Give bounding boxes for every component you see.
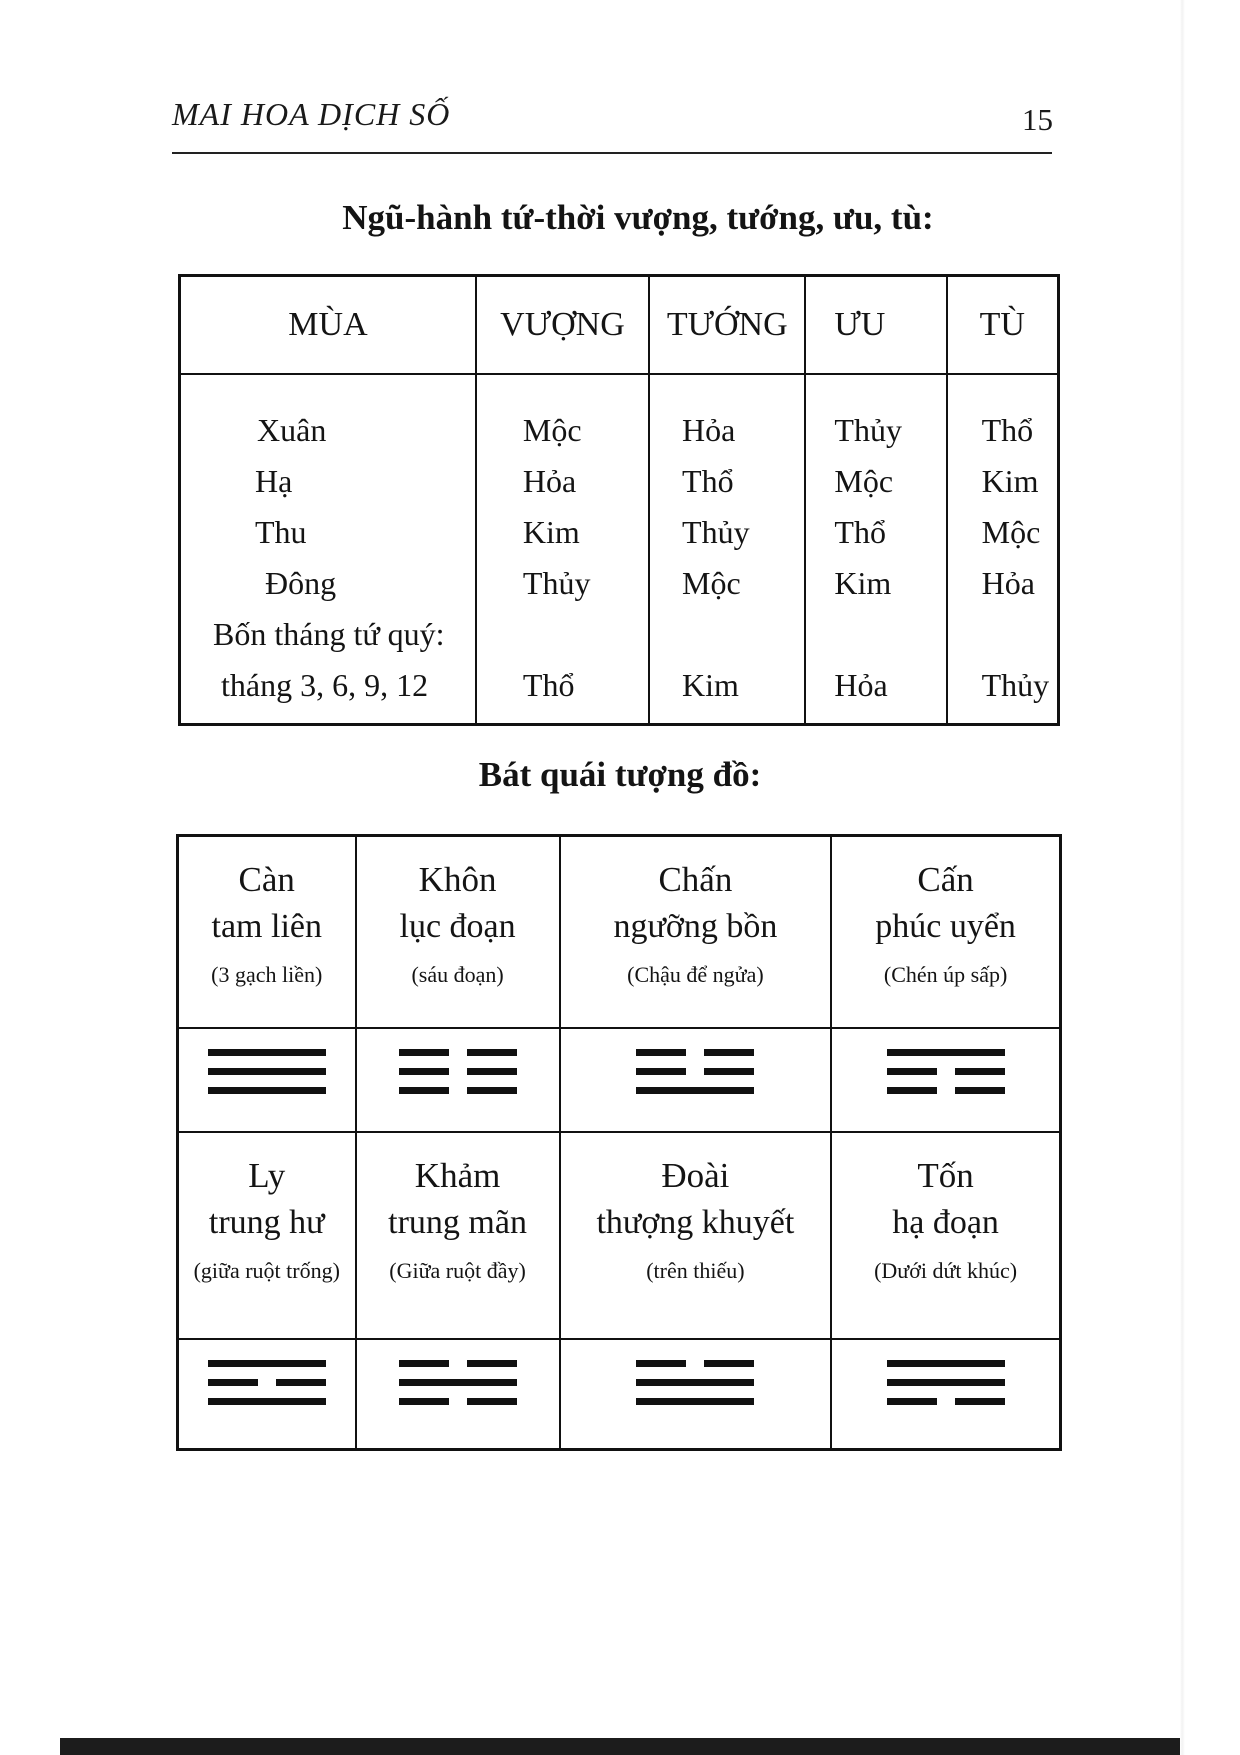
trigram-name-row xyxy=(178,1132,1061,1339)
yang-line xyxy=(636,1379,754,1386)
trigram-name: Khôn xyxy=(418,860,497,899)
trigram-description: trung hư xyxy=(208,1204,325,1241)
trigram-name: Chấn xyxy=(658,860,733,899)
vuong-value: Thổ xyxy=(522,667,575,703)
yang-line xyxy=(208,1087,326,1094)
trigram-symbol xyxy=(887,1360,1005,1405)
tuong-column xyxy=(649,374,805,725)
trigram-description: trung mãn xyxy=(388,1204,527,1241)
trigram-note: (Chậu để ngửa) xyxy=(627,962,764,987)
yin-line-segment xyxy=(704,1068,754,1075)
trigram-cell-chan xyxy=(560,836,832,1029)
trigram-lines xyxy=(399,1049,517,1094)
running-header-title: MAI HOA DỊCH SỐ xyxy=(172,96,451,132)
table-header-row xyxy=(180,276,1059,375)
scan-border xyxy=(60,1738,1180,1755)
yin-line-segment xyxy=(636,1360,686,1367)
yin-line-segment xyxy=(955,1087,1005,1094)
trigram-cell-ton xyxy=(831,1132,1060,1339)
trigram-symbol xyxy=(208,1360,326,1405)
yin-line-segment xyxy=(399,1360,449,1367)
trigram-symbol xyxy=(636,1049,754,1094)
trigram-note: (Chén úp sấp) xyxy=(883,962,1008,987)
yang-line xyxy=(208,1049,326,1056)
trigram-name: Cấn xyxy=(917,860,974,899)
yin-line-segment xyxy=(399,1049,449,1056)
vuong-value: Hỏa xyxy=(522,463,577,499)
yin-line-segment xyxy=(704,1049,754,1056)
yin-line-segment xyxy=(399,1087,449,1094)
uu-value: Hỏa xyxy=(834,667,888,703)
trigram-symbol xyxy=(208,1049,326,1094)
trigram-lines xyxy=(636,1360,754,1405)
column-header-uu: ƯU xyxy=(805,276,946,375)
yin-line-segment xyxy=(467,1398,517,1405)
uu-column xyxy=(805,374,946,725)
vuong-column xyxy=(476,374,649,725)
yang-line xyxy=(208,1360,326,1367)
season-thu: Thu xyxy=(255,514,307,550)
tuong-value: Hỏa xyxy=(682,412,736,448)
trigram-note: (3 gạch liền) xyxy=(211,962,323,987)
yin-line-segment xyxy=(887,1068,937,1075)
yang-line xyxy=(636,1087,754,1094)
tuong-value: Thổ xyxy=(682,463,734,499)
page-number: 15 xyxy=(1022,102,1053,137)
column-header-tuong: TƯỚNG xyxy=(649,276,805,375)
yang-line xyxy=(636,1398,754,1405)
header-rule xyxy=(172,152,1052,154)
season-column xyxy=(180,374,476,725)
yin-line-segment xyxy=(467,1087,517,1094)
trigram-description: lục đoạn xyxy=(399,908,516,945)
trigram-name: Càn xyxy=(238,860,295,899)
trigram-symbol xyxy=(636,1360,754,1405)
trigram-lines xyxy=(399,1360,517,1405)
tu-value: Thủy xyxy=(981,667,1050,703)
yin-line-segment xyxy=(636,1068,686,1075)
yin-line-segment xyxy=(208,1379,258,1386)
yin-line-segment xyxy=(887,1087,937,1094)
vuong-value: Kim xyxy=(522,514,580,550)
tu-column xyxy=(947,374,1059,725)
column-header-vuong: VƯỢNG xyxy=(476,276,649,375)
trigram-symbol xyxy=(887,1049,1005,1094)
trigram-description: thượng khuyết xyxy=(596,1204,795,1241)
trigram-name: Ly xyxy=(248,1156,286,1195)
trigram-cell-kham xyxy=(356,1132,560,1339)
trigram-name-row xyxy=(178,836,1061,1029)
trigram-lines xyxy=(887,1049,1005,1094)
yang-line xyxy=(887,1379,1005,1386)
yin-line-segment xyxy=(276,1379,326,1386)
yin-line-segment xyxy=(399,1068,449,1075)
trigram-symbol-row xyxy=(178,1028,1061,1132)
trigram-description: tam liên xyxy=(211,908,322,945)
tuong-value: Mộc xyxy=(682,565,741,601)
trigram-lines xyxy=(208,1049,326,1094)
trigram-note: (sáu đoạn) xyxy=(411,962,504,987)
trigram-lines xyxy=(208,1360,326,1405)
yang-line xyxy=(399,1379,517,1386)
tu-value: Hỏa xyxy=(981,565,1035,601)
vuong-value: Thủy xyxy=(522,565,591,601)
five-elements-table xyxy=(178,274,1060,726)
yin-line-segment xyxy=(467,1068,517,1075)
tuong-value: Thủy xyxy=(682,514,750,550)
section-heading-trigrams: Bát quái tượng đồ: xyxy=(478,755,762,794)
column-header-tu: TÙ xyxy=(947,276,1059,375)
season-tu-quy-label: Bốn tháng tứ quý: xyxy=(213,616,445,652)
trigram-note: (Dưới dứt khúc) xyxy=(874,1258,1018,1283)
uu-value: Kim xyxy=(834,565,892,601)
trigram-note: (trên thiếu) xyxy=(646,1258,745,1283)
yang-line xyxy=(887,1360,1005,1367)
yin-line-segment xyxy=(955,1068,1005,1075)
trigram-description: hạ đoạn xyxy=(892,1204,999,1241)
tu-value: Thổ xyxy=(981,412,1034,448)
season-dong: Đông xyxy=(265,565,337,601)
trigram-cell-doai xyxy=(560,1132,832,1339)
yang-line xyxy=(208,1068,326,1075)
section-heading-five-elements: Ngũ-hành tứ-thời vượng, tướng, ưu, tù: xyxy=(342,198,934,237)
trigram-description: ngưỡng bồn xyxy=(613,908,778,945)
trigram-table xyxy=(176,834,1062,1451)
uu-value: Mộc xyxy=(834,463,894,499)
yin-line-segment xyxy=(467,1360,517,1367)
trigram-lines xyxy=(887,1360,1005,1405)
vuong-value: Mộc xyxy=(522,412,582,448)
tuong-value: Kim xyxy=(682,667,739,703)
trigram-lines xyxy=(636,1049,754,1094)
yin-line-segment xyxy=(399,1398,449,1405)
uu-value: Thủy xyxy=(834,412,902,448)
yin-line-segment xyxy=(704,1360,754,1367)
table-body-row xyxy=(180,374,1059,725)
uu-value: Thổ xyxy=(834,514,886,550)
season-xuan: Xuân xyxy=(257,412,327,448)
column-header-mua: MÙA xyxy=(180,276,476,375)
trigram-symbol-row xyxy=(178,1339,1061,1450)
trigram-name: Đoài xyxy=(661,1156,730,1195)
trigram-symbol xyxy=(399,1360,517,1405)
trigram-description: phúc uyển xyxy=(875,908,1016,945)
tu-value: Mộc xyxy=(981,514,1041,550)
season-tu-quy-months: tháng 3, 6, 9, 12 xyxy=(221,667,429,703)
trigram-name: Khảm xyxy=(414,1156,501,1195)
yang-line xyxy=(208,1398,326,1405)
trigram-cell-can-mountain xyxy=(831,836,1060,1029)
trigram-cell-can xyxy=(178,836,356,1029)
trigram-note: (giữa ruột trống) xyxy=(193,1258,340,1283)
trigram-cell-ly xyxy=(178,1132,356,1339)
yin-line-segment xyxy=(636,1049,686,1056)
yang-line xyxy=(887,1049,1005,1056)
yin-line-segment xyxy=(955,1398,1005,1405)
yin-line-segment xyxy=(467,1049,517,1056)
trigram-name: Tốn xyxy=(917,1156,974,1195)
trigram-symbol xyxy=(399,1049,517,1094)
tu-value: Kim xyxy=(981,463,1039,499)
season-ha: Hạ xyxy=(255,463,293,499)
yin-line-segment xyxy=(887,1398,937,1405)
trigram-note: (Giữa ruột đầy) xyxy=(389,1258,526,1283)
page-edge xyxy=(1180,0,1240,1755)
trigram-cell-khon xyxy=(356,836,560,1029)
